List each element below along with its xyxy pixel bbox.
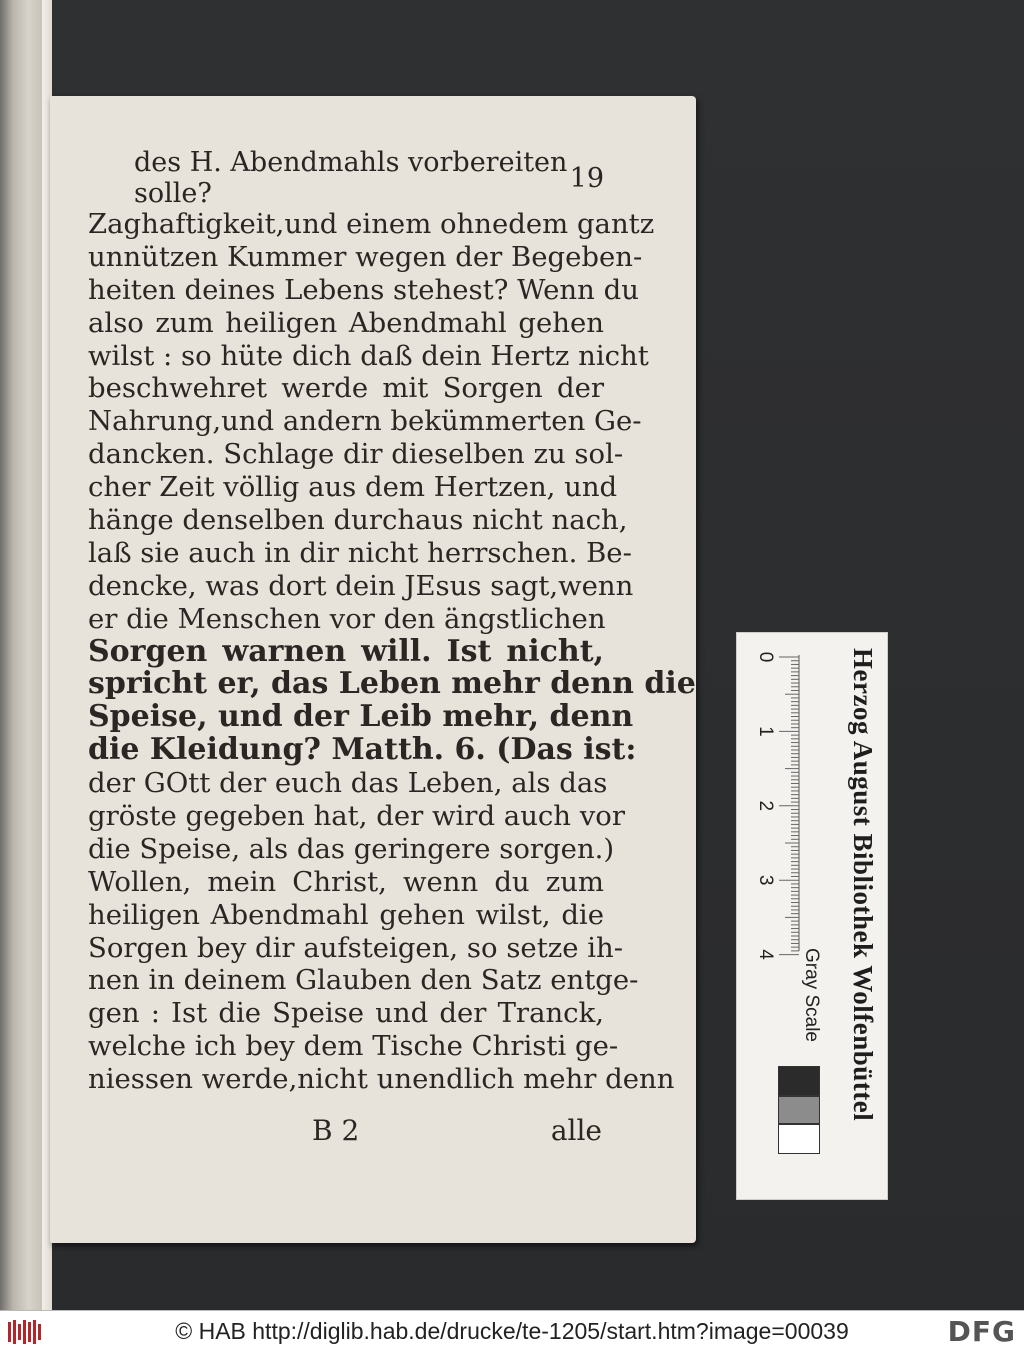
text-line: dencke, was dort dein JEsus sagt,wenn (88, 569, 634, 602)
body-text (88, 208, 696, 1096)
text-line: er die Menschen vor den ängstlichen (88, 602, 606, 635)
text-line: Speise, und der Leib mehr, denn (88, 699, 634, 735)
running-head (134, 147, 604, 209)
text-line: unnützen Kummer wegen der Begeben- (88, 240, 643, 273)
text-line: dancken. Schlage dir dieselben zu sol- (88, 438, 624, 471)
dfg-logo: DFG (947, 1315, 1016, 1348)
ruler-tick-label: 3 (754, 874, 776, 886)
text-line: heiten deines Lebens stehest? Wenn du (88, 273, 639, 306)
text-line: die Kleidung? Matth. 6. (Das ist: (88, 732, 637, 768)
running-head-title: des H. Abendmahls vorbereiten solle? (134, 147, 568, 209)
text-line: gröste gegeben hat, der wird auch vor (88, 800, 626, 833)
text-line: Sorgen warnen will. Ist nicht, (88, 633, 604, 669)
signature-row (312, 1110, 602, 1150)
text-line: hänge denselben durchaus nicht nach, (88, 504, 628, 537)
text-line: gen : Ist die Speise und der Tranck, (88, 997, 604, 1030)
footer-credit-link[interactable]: © HAB http://diglib.hab.de/drucke/te-1205/start.htm?image=00039 (175, 1318, 849, 1344)
text-line: Sorgen bey dir aufsteigen, so setze ih- (88, 931, 624, 964)
text-line: beschwehret werde mit Sorgen der (88, 372, 604, 405)
catchword: alle (550, 1113, 602, 1147)
footer-bar (0, 1310, 1024, 1352)
ruler-tick-label: 2 (754, 800, 776, 812)
text-line: Wollen, mein Christ, wenn du zum (88, 865, 604, 898)
text-line: wilst : so hüte dich daß dein Hertz nicht (88, 339, 649, 372)
text-line: nen in deinem Glauben den Satz entge- (88, 964, 639, 997)
text-line: laß sie auch in dir nicht herrschen. Be- (88, 536, 632, 569)
text-line: die Speise, als das geringere sorgen.) (88, 832, 615, 865)
gray-swatch-dark (778, 1066, 820, 1096)
page-number: 19 (569, 162, 604, 194)
text-line: spricht er, das Leben mehr denn die (88, 666, 696, 702)
text-line: niessen werde,nicht unendlich mehr denn (88, 1063, 675, 1096)
text-line: der GOtt der euch das Leben, als das (88, 767, 608, 800)
ruler-tick-label: 4 (754, 949, 776, 960)
gray-scale-label: Gray Scale (801, 948, 822, 1042)
scale-title: Herzog August Bibliothek Wolfenbüttel (848, 648, 878, 1122)
ruler-tick-label: 1 (754, 726, 776, 737)
gray-swatch-mid (778, 1096, 820, 1124)
text-line: cher Zeit völlig aus dem Hertzen, und (88, 471, 618, 504)
text-line: heiligen Abendmahl gehen wilst, die (88, 898, 604, 931)
gray-swatch-white (778, 1124, 820, 1154)
signature-mark: B 2 (312, 1113, 360, 1147)
ruler-tick-label: 0 (754, 651, 776, 663)
text-line: Zaghaftigkeit,und einem ohnedem gantz (88, 208, 655, 240)
text-line: also zum heiligen Abendmahl gehen (88, 306, 604, 339)
text-line: Nahrung,und andern bekümmerten Ge- (88, 405, 642, 438)
text-line: welche ich bey dem Tische Christi ge- (88, 1030, 619, 1063)
